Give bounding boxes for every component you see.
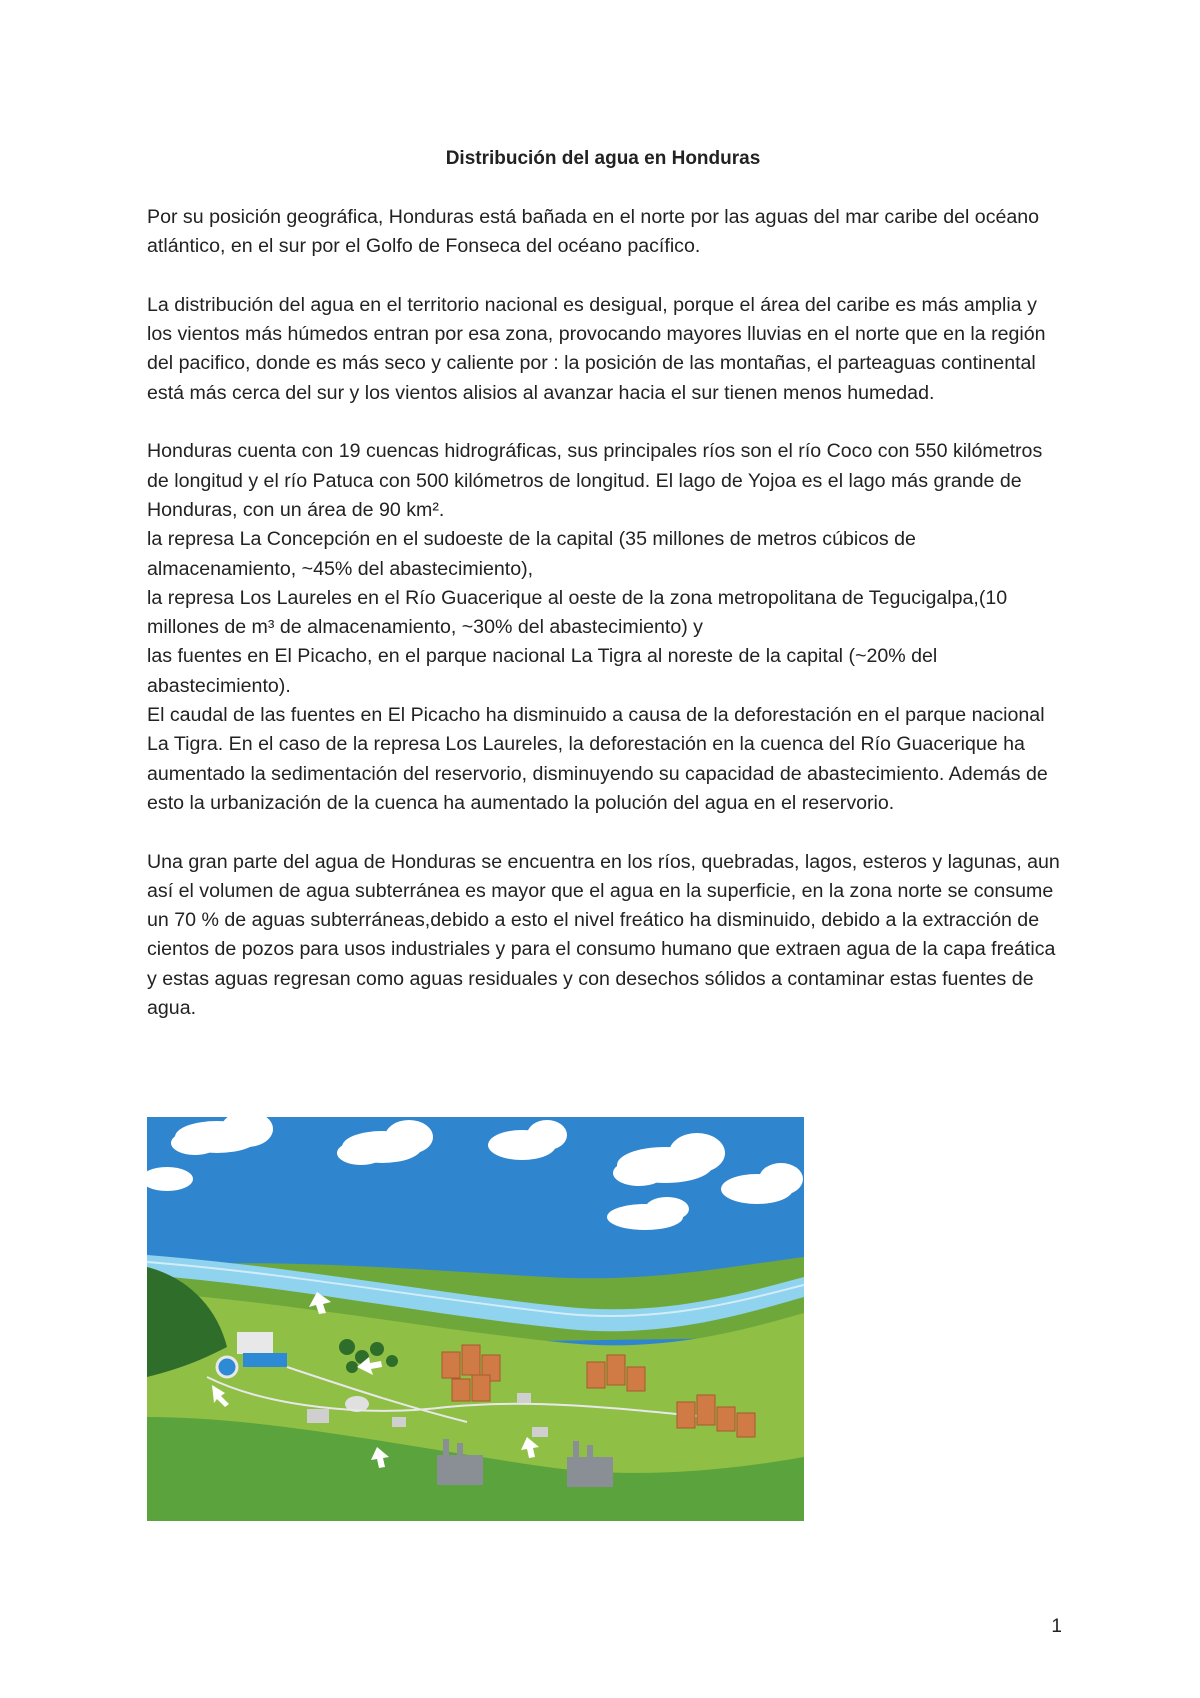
page-number: 1 <box>1051 1616 1062 1637</box>
paragraph-groundwater: Una gran parte del agua de Honduras se encuentra en los ríos, quebradas, lagos, esteros y lagunas, aun así el volumen de agua subterránea es mayor que el agua en la superficie, en la zona norte se consume un 70 % de aguas subterráneas,debido a esto el nivel freático ha disminuido, debido a la extracción de cientos de pozos para usos industriales y para el consumo humano que extraen agua de la capa freática y estas aguas regresan como aguas residuales y con desechos sólidos a contaminar estas fuentes de agua. <box>147 850 1060 1020</box>
paragraph-spacer <box>147 408 1067 437</box>
paragraph-concepcion-dam: la represa La Concepción en el sudoeste de la capital (35 millones de metros cúbicos de almacenamiento, ~45% del abastecimiento), <box>147 528 916 580</box>
paragraph-spacer <box>147 818 1067 847</box>
paragraph-basins: Honduras cuenta con 19 cuencas hidrográficas, sus principales ríos son el río Coco con 550 kilómetros de longitud y el río Patuca con 500 kilómetros de longitud. El lago de Yojoa es el lago más grande de Honduras, con un área de 90 km². <box>147 440 1043 521</box>
paragraph-deforestation: El caudal de las fuentes en El Picacho ha disminuido a causa de la deforestación en el parque nacional La Tigra. En el caso de la represa Los Laureles, la deforestación en la cuenca del Río Guacerique ha aumentado la sedimentación del reservorio, disminuyendo su capacidad de abastecimiento. Además de esto la urbanización de la cuenca ha aumentado la polución del agua en el reservorio. <box>147 704 1048 814</box>
paragraph-geography: Por su posición geográfica, Honduras está bañada en el norte por las aguas del mar caribe del océano atlántico, en el sur por el Golfo de Fonseca del océano pacífico. <box>147 206 1040 258</box>
water-distribution-illustration <box>147 1117 804 1521</box>
paragraph-laureles-dam: la represa Los Laureles en el Río Guacerique al oeste de la zona metropolitana de Tegucigalpa,(10 millones de m³ de almacenamiento, ~30% del abastecimiento) y <box>147 586 1008 639</box>
document-title: Distribución del agua en Honduras <box>445 148 761 169</box>
paragraph-spacer <box>147 262 1067 291</box>
paragraph-distribution: La distribución del agua en el territorio nacional es desigual, porque el área del caribe es más amplia y los vientos más húmedos entran por esa zona, provocando mayores lluvias en el norte que en la región del pacifico, donde es más seco y caliente por : la posición de las montañas, el parteaguas continental está más cerca del sur y los vientos alisios al avanzar hacia el sur tienen menos humedad. <box>147 293 1046 404</box>
paragraph-picacho-springs: las fuentes en El Picacho, en el parque nacional La Tigra al noreste de la capital (~20% del abastecimiento). <box>147 645 938 697</box>
document-body <box>147 203 1067 1023</box>
